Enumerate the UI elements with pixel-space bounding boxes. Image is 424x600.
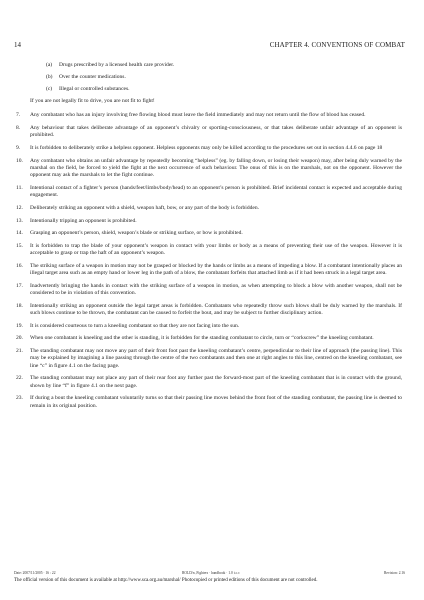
- convention-item: [16, 303, 402, 318]
- item-number: 23.: [16, 395, 23, 402]
- convention-item: [16, 205, 402, 212]
- item-text: Any behaviour that takes deliberate advantage of an opponent’s chivalry or sporting-consciousness, or that takes deliberate unfair advantage of an opponent is prohibited.: [30, 125, 402, 139]
- item-number: 21.: [16, 347, 23, 354]
- convention-item: [16, 145, 402, 152]
- item-number: 15.: [16, 242, 23, 249]
- item-text: Deliberately striking an opponent with a shield, weapon haft, bow, or any part of the body is forbidden.: [30, 205, 260, 211]
- convention-item: [16, 323, 402, 330]
- convention-item: [16, 263, 402, 278]
- item-number: 22.: [16, 375, 23, 382]
- convention-item: [16, 158, 402, 180]
- convention-item: [16, 375, 402, 390]
- convention-item: [16, 348, 402, 370]
- convention-item: [16, 243, 402, 258]
- item-text: If during a bout the kneeling combatant voluntarily turns so that their passing line moves behind the front foot of the standing combatant, the passing line is deemed to remain in its original position.: [30, 395, 402, 409]
- item-number: 8.: [16, 125, 21, 131]
- sub-list-item: [46, 74, 402, 81]
- footer-document-id: ROLD/n ,Fighters · handbook · 1.0 t.c.c: [182, 571, 240, 575]
- item-number: 20.: [16, 335, 23, 342]
- fitness-note: If you are not legally fit to drive, you are not fit to fight!: [30, 98, 155, 104]
- item-text: When one combatant is kneeling and the other is standing, it is forbidden for the standing combatant to circle, turn or “corkscrew” the kneeling combatant.: [30, 335, 374, 342]
- sub-item-label: (b): [46, 74, 53, 80]
- item-number: 19.: [16, 322, 23, 329]
- convention-item: [16, 395, 402, 410]
- substance-sub-list: [30, 62, 402, 93]
- convention-item: [16, 335, 402, 342]
- convention-item: [16, 125, 402, 140]
- item-number: 13.: [16, 217, 23, 224]
- item-number: 14.: [16, 230, 23, 237]
- sub-list-item: [46, 86, 402, 93]
- page-footer: [14, 571, 405, 584]
- item-text: Intentionally tripping an opponent is prohibited.: [30, 217, 137, 224]
- item-number: 10.: [16, 157, 23, 164]
- item-text: Grasping an opponent’s person, shield, weapon’s blade or striking surface, or bow is prohibited.: [30, 230, 243, 237]
- item-number: 11.: [16, 185, 23, 191]
- convention-item: [16, 230, 402, 237]
- sub-item-label: (c): [46, 86, 53, 92]
- item-number: 16.: [16, 262, 23, 269]
- item-text: It is forbidden to trap the blade of your opponent’s weapon in contact with your limbs or body as a means of preventing their use of the weapon. However it is acceptable to grasp or trap the haft of an opponent’s weapon.: [30, 242, 402, 257]
- item-text: The standing combatant may not move any part of their front foot past the kneeling combatant’s centre, perpendicular to their line of approach (the passing line). This may be explained by imagining a line passing through the centre of the two combatants and then one at right angles to this line, centred on the kneeling combatant, see line “c” in figure 4.1 on the facing page.: [30, 347, 402, 369]
- item-text: It is forbidden to deliberately strike a helpless opponent. Helpless opponents may only be killed according to the procedures set out in section 4.4.6 on page 18: [30, 145, 383, 151]
- convention-item: [16, 218, 402, 225]
- item-text: It is considered courteous to turn a kneeling combatant so that they are not facing into the sun.: [30, 322, 240, 329]
- item-number: 9.: [16, 145, 21, 151]
- footer-date: Date: 2007/11/2005 · 16 : 22: [14, 571, 56, 575]
- item-text: Intentionally striking an opponent outside the legal target areas is forbidden. Combatants who repeatedly throw such blows shall be duly warned by the marshals. If such blows continue to be thrown, the combatant can be caused to forfeit the bout, and may be subject to further disciplinary action.: [30, 302, 402, 317]
- item-number: 17.: [16, 282, 23, 289]
- item-text: Intentional contact of a fighter’s person (hands/feet/limbs/body/head) to an opponent’s person is prohibited. Brief incidental contact is expected and acceptable during engagement.: [30, 185, 402, 199]
- chapter-title: CHAPTER 4. CONVENTIONS OF COMBAT: [269, 41, 405, 49]
- sub-item-label: (a): [46, 62, 53, 68]
- sub-list-item: [46, 62, 402, 69]
- page-body: [16, 62, 402, 415]
- item-number: 12.: [16, 205, 23, 211]
- item-text: The standing combatant may not place any part of their rear foot any further past the forward-most part of the kneeling combatant that is in contact with the ground, shown by line “f” in figure 4.1 on the next page.: [30, 375, 402, 389]
- sub-item-text: Illegal or controlled substances.: [59, 86, 130, 92]
- convention-item: [16, 185, 402, 200]
- item-text: Any combatant who obtains an unfair advantage by repeatedly becoming “helpless” (eg. by falling down, or losing their weapon) may, after being duly warned by the marshal on the field, be forced to yield the fight at the next occurrence of such behaviour. The onus of this is on the marshals, not on the opponent. However the opponent may ask the marshals to let the fight continue.: [30, 157, 402, 179]
- convention-item: [16, 112, 402, 119]
- item-number: 18.: [16, 302, 23, 309]
- item-number: 7.: [16, 112, 21, 119]
- item-text: Inadvertently bringing the hands in contact with the striking surface of a weapon in motion, as when attempting to block a blow with another weapon, shall not be considered to be in violation of this convention.: [30, 282, 402, 297]
- item-text: The striking surface of a weapon in motion may not be grasped or blocked by the hands or limbs as a means of impeding a blow. If a combatant intentionally places an illegal target area such as an empty hand or lower leg in the path of a blow, the combatant forfeits that attached limb as if it had been struck in a legal target area.: [30, 262, 402, 277]
- conventions-list: [16, 112, 402, 410]
- footer-revision: Revision: 2.16: [384, 571, 405, 575]
- item-text: Any combatant who has an injury involving free flowing blood must leave the field immediately and may not return until the flow of blood has ceased.: [30, 112, 366, 119]
- page-number: 14: [14, 41, 21, 49]
- sub-item-text: Drugs prescribed by a licensed health care provider.: [59, 62, 175, 68]
- sub-item-text: Over the counter medications.: [59, 74, 126, 80]
- convention-item: [16, 283, 402, 298]
- footer-disclaimer: The official version of this document is available at http://www.sca.org.au/marshal/ Photocopied or printed editions of this document are not controlled.: [14, 578, 318, 583]
- footer-meta-row: [14, 571, 405, 576]
